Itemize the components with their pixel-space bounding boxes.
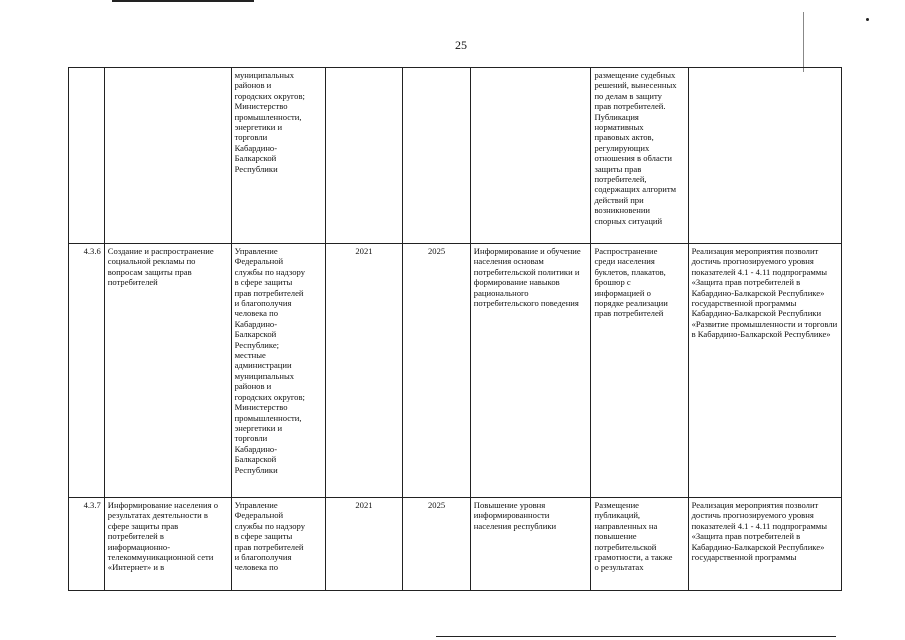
scan-dot xyxy=(866,18,869,21)
item-link xyxy=(688,68,841,244)
item-year-end xyxy=(403,68,470,244)
page-number: 25 xyxy=(455,38,467,52)
table-row xyxy=(69,498,842,591)
item-executor: Управление Федеральной службы по надзору в сфере защиты прав потребителей и благополучия человека по xyxy=(231,498,325,591)
item-year-start xyxy=(325,68,403,244)
scan-line-top xyxy=(112,0,254,2)
item-year-end: 2025 xyxy=(403,244,470,498)
item-number: 4.3.7 xyxy=(69,498,105,591)
item-name xyxy=(104,68,231,244)
table-row xyxy=(69,68,842,244)
item-result: Информирование и обучение населения основам потребительской политики и формирование навыков рационального потребительского поведения xyxy=(470,244,591,498)
item-result xyxy=(470,68,591,244)
item-activities: Распространение среди населения буклетов, плакатов, брошюр с информацией о порядке реализации прав потребителей xyxy=(591,244,688,498)
scan-tick xyxy=(803,12,804,72)
scan-line-bottom xyxy=(436,636,836,637)
item-link: Реализация мероприятия позволит достичь прогнозируемого уровня показателей 4.1 - 4.11 подпрограммы «Защита прав потребителей в Кабардино-Балкарской Республике» государственной программы xyxy=(688,498,841,591)
item-activities: Размещение публикаций, направленных на повышение потребительской грамотности, а также о результатах xyxy=(591,498,688,591)
item-executor: муниципальных районов и городских округов; Министерство промышленности, энергетики и торговли Кабардино- Балкарской Республики xyxy=(231,68,325,244)
measures-table xyxy=(68,67,842,591)
table-row xyxy=(69,244,842,498)
item-activities: размещение судебных решений, вынесенных по делам в защиту прав потребителей. Публикация нормативных правовых актов, регулирующих отношения в области защиты прав потребителей, содержащих алгоритм действий при возникновении спорных ситуаций xyxy=(591,68,688,244)
item-link: Реализация мероприятия позволит достичь прогнозируемого уровня показателей 4.1 - 4.11 подпрограммы «Защита прав потребителей в Кабардино-Балкарской Республике» государственной программы Кабардино-Балкарской Республики «Развитие промышленности и торговли в Кабардино-Балкарской Республике» xyxy=(688,244,841,498)
item-number xyxy=(69,68,105,244)
item-name: Информирование населения о результатах деятельности в сфере защиты прав потребителей в информационно-телекоммуникационной сети «Интернет» и в xyxy=(104,498,231,591)
item-year-start: 2021 xyxy=(325,498,403,591)
item-year-start: 2021 xyxy=(325,244,403,498)
item-number: 4.3.6 xyxy=(69,244,105,498)
item-result: Повышение уровня информированности населения республики xyxy=(470,498,591,591)
item-executor: Управление Федеральной службы по надзору в сфере защиты прав потребителей и благополучия человека по Кабардино- Балкарской Республике; местные администрации муниципальных районов и городских округов; Министерство промышленности, энергетики и торговли Кабардино- Балкарской Республики xyxy=(231,244,325,498)
item-name: Создание и распространение социальной рекламы по вопросам защиты прав потребителей xyxy=(104,244,231,498)
item-year-end: 2025 xyxy=(403,498,470,591)
